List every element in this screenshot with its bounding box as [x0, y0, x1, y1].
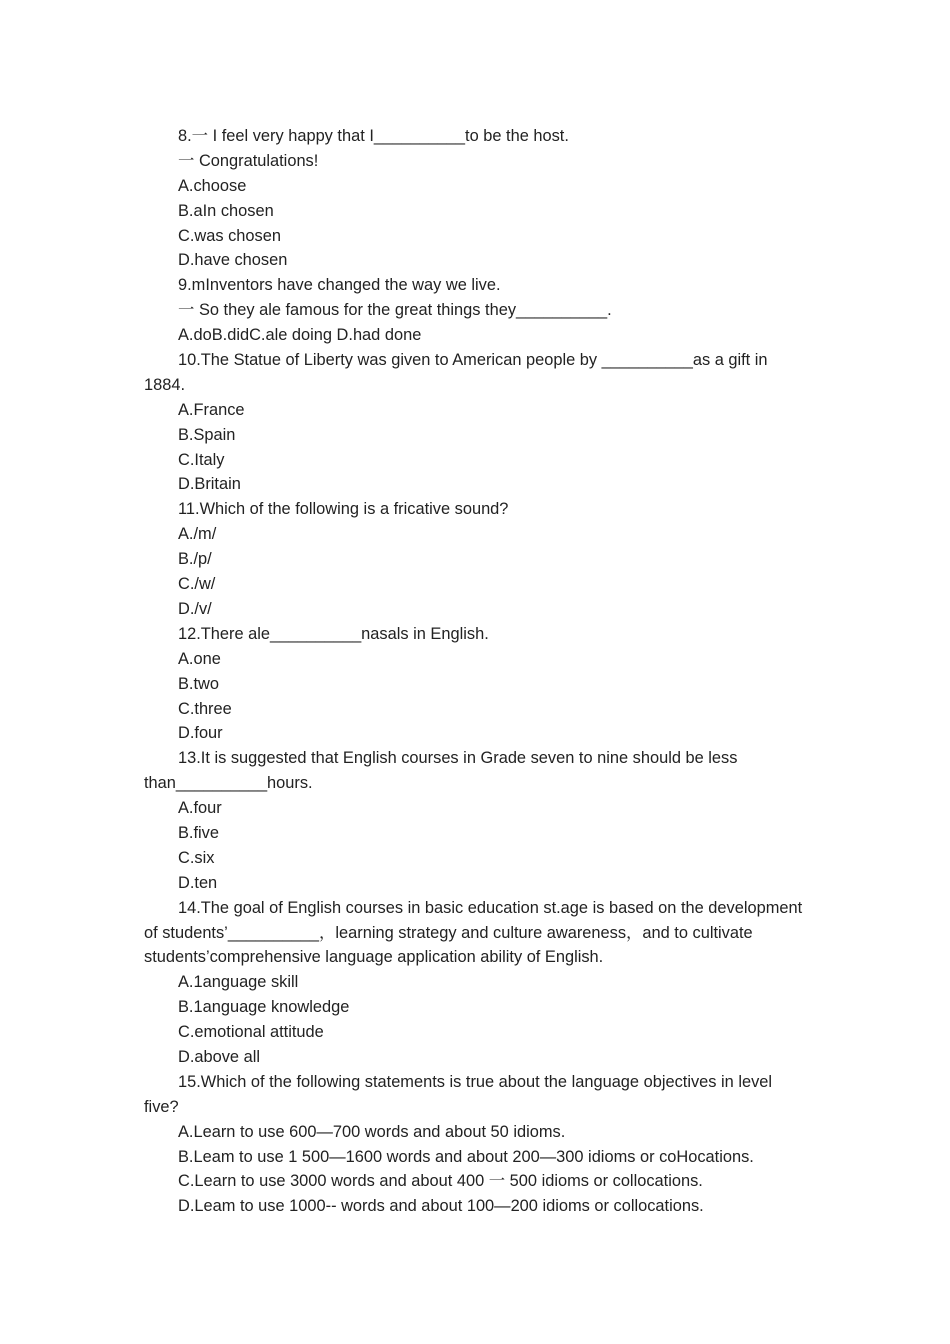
line-q14-d: D.above all: [178, 1048, 261, 1066]
line-q8-b: B.aIn chosen: [178, 201, 274, 220]
line-q14-b: B.1anguage knowledge: [178, 998, 350, 1017]
line-q13-a: A.four: [178, 799, 222, 818]
line-q13-b: B.five: [178, 823, 219, 842]
line-q13-c: C.six: [178, 848, 215, 867]
line-q9-reply: 一 So they ale famous for the great things they__________.: [178, 301, 612, 320]
line-q15-b: B.Leam to use 1 500—1600 words and about 200—300 idioms or coHocations.: [178, 1147, 754, 1166]
line-q12-b: B.two: [178, 674, 219, 693]
line-q12-c: C.three: [178, 699, 232, 718]
line-q12-a: A.one: [178, 649, 221, 668]
line-q12-d: D.four: [178, 724, 223, 743]
line-q15-d: D.Leam to use 1000-- words and about 100—200 idioms or collocations.: [178, 1197, 704, 1216]
question-10: 10.The Statue of Liberty was given to American people by __________as a gift in 1884.: [144, 351, 768, 394]
line-q14-c: C.emotional attitude: [178, 1023, 324, 1042]
question-12: 12.There ale__________nasals in English.: [178, 624, 489, 643]
line-q10-b: B.Spain: [178, 425, 236, 444]
question-15: 15.Which of the following statements is true about the language objectives in level five?: [144, 1072, 773, 1116]
line-q13-d: D.ten: [178, 873, 218, 892]
line-q15-c: C.Learn to use 3000 words and about 400 一 500 idioms or collocations.: [178, 1172, 703, 1191]
line-q8-reply: 一 Congratulations!: [178, 151, 319, 170]
line-q8-d: D.have chosen: [178, 251, 288, 270]
line-q11-a: A./m/: [178, 525, 217, 544]
line-q10-a: A.France: [178, 400, 245, 419]
question-8: 8.一 I feel very happy that I__________to be the host.: [178, 127, 569, 145]
line-q14-a: A.1anguage skill: [178, 973, 299, 992]
question-list: [144, 124, 806, 1219]
line-q8-a: A.choose: [178, 176, 247, 195]
question-14: 14.The goal of English courses in basic education st.age is based on the development of students’__________，learning strategy and culture awareness，and to cultivate students’comprehensive language application ability of English.: [144, 898, 803, 967]
question-9: 9.mInventors have changed the way we live.: [178, 276, 501, 295]
line-q11-c: C./w/: [178, 575, 216, 594]
line-q8-c: C.was chosen: [178, 226, 281, 245]
line-q11-d: D./v/: [178, 599, 212, 618]
line-q9-opts: A.doB.didC.ale doing D.had done: [178, 326, 422, 345]
question-11: 11.Which of the following is a fricative sound?: [178, 500, 509, 519]
line-q10-c: C.Italy: [178, 450, 225, 469]
question-13: 13.It is suggested that English courses in Grade seven to nine should be less than__________hours.: [144, 749, 738, 793]
line-q10-d: D.Britain: [178, 475, 241, 494]
line-q11-b: B./p/: [178, 550, 212, 569]
line-q15-a: A.Learn to use 600—700 words and about 50 idioms.: [178, 1122, 566, 1141]
